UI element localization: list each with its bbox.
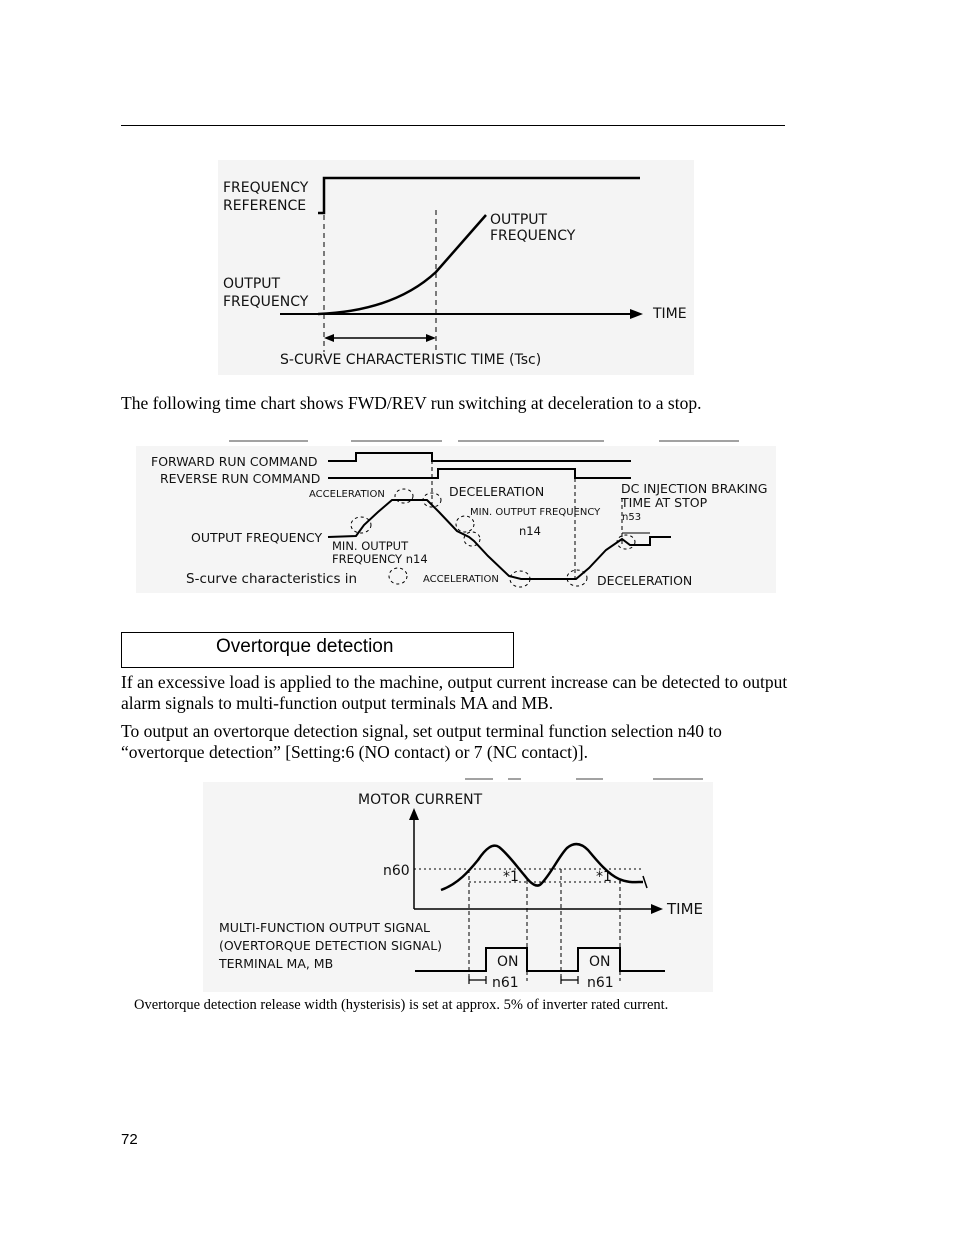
fwd-rev-timechart <box>136 438 776 593</box>
s-curve-in-label: S-curve characteristics in <box>186 571 358 587</box>
section-title: Overtorque detection <box>216 636 394 657</box>
rev-run-label: REVERSE RUN COMMAND <box>160 471 321 486</box>
n61-label-2: n61 <box>587 975 614 991</box>
fwd-run-label: FORWARD RUN COMMAND <box>151 454 318 469</box>
output-freq-label-1: OUTPUT <box>223 276 281 292</box>
output-frequency-label: OUTPUT FREQUENCY <box>191 530 323 545</box>
deceleration-label-2: DECELERATION <box>597 573 693 588</box>
curve-label-2: FREQUENCY <box>490 228 576 244</box>
signal-label-3: TERMINAL MA, MB <box>219 956 334 971</box>
star-2-label: *1 <box>596 869 612 885</box>
output-freq-label-2: FREQUENCY <box>223 294 309 310</box>
acceleration-label-1: ACCELERATION <box>309 489 385 500</box>
dc-braking-label-2: TIME AT STOP <box>621 495 708 510</box>
signal-label-2: (OVERTORQUE DETECTION SIGNAL) <box>219 938 443 953</box>
s-curve-time-label: S-CURVE CHARACTERISTIC TIME (Tsc) <box>280 352 542 368</box>
overtorque-timechart <box>203 776 713 992</box>
hysteresis-note: Overtorque detection release width (hysterisis) is set at approx. 5% of inverter rated current. <box>134 997 669 1013</box>
n14-label-1: n14 <box>519 524 541 538</box>
min-output-freq-label-1: MIN. OUTPUT FREQUENCY <box>470 507 601 518</box>
star-1-label: *1 <box>503 869 519 885</box>
acceleration-label-2: ACCELERATION <box>423 574 499 585</box>
motor-current-label: MOTOR CURRENT <box>358 792 483 808</box>
n60-label: n60 <box>383 863 410 879</box>
section-header <box>121 632 514 668</box>
n53-label: n53 <box>622 512 642 523</box>
time-label-3: TIME <box>667 900 704 918</box>
curve-label-1: OUTPUT <box>490 212 548 228</box>
header-rule <box>121 125 785 126</box>
min-output-freq-label-2a: MIN. OUTPUT <box>332 539 409 553</box>
timechart-intro: The following time chart shows FWD/REV run switching at deceleration to a stop. <box>121 393 702 413</box>
n61-label-1: n61 <box>492 975 519 991</box>
deceleration-label-1: DECELERATION <box>449 484 545 499</box>
freq-ref-label-2: REFERENCE <box>223 198 307 214</box>
paragraph-excessive-load: If an excessive load is applied to the machine, output current increase can be detected to output alarm signals to multi-function output terminals MA and MB. <box>121 672 788 713</box>
paragraph-overtorque-signal: To output an overtorque detection signal, set output terminal function selection n40 to “overtorque detection” [Setting:6 (NO contact) or 7 (NC contact)]. <box>121 721 722 762</box>
min-output-freq-label-2b: FREQUENCY n14 <box>332 552 428 566</box>
dc-braking-label-1: DC INJECTION BRAKING <box>621 481 768 496</box>
page-number: 72 <box>121 1131 138 1148</box>
s-curve-figure <box>218 160 694 375</box>
freq-ref-label-1: FREQUENCY <box>223 180 309 196</box>
signal-label-1: MULTI-FUNCTION OUTPUT SIGNAL <box>219 920 431 935</box>
time-label: TIME <box>653 306 687 322</box>
on-label-1: ON <box>497 954 519 970</box>
on-label-2: ON <box>589 954 611 970</box>
